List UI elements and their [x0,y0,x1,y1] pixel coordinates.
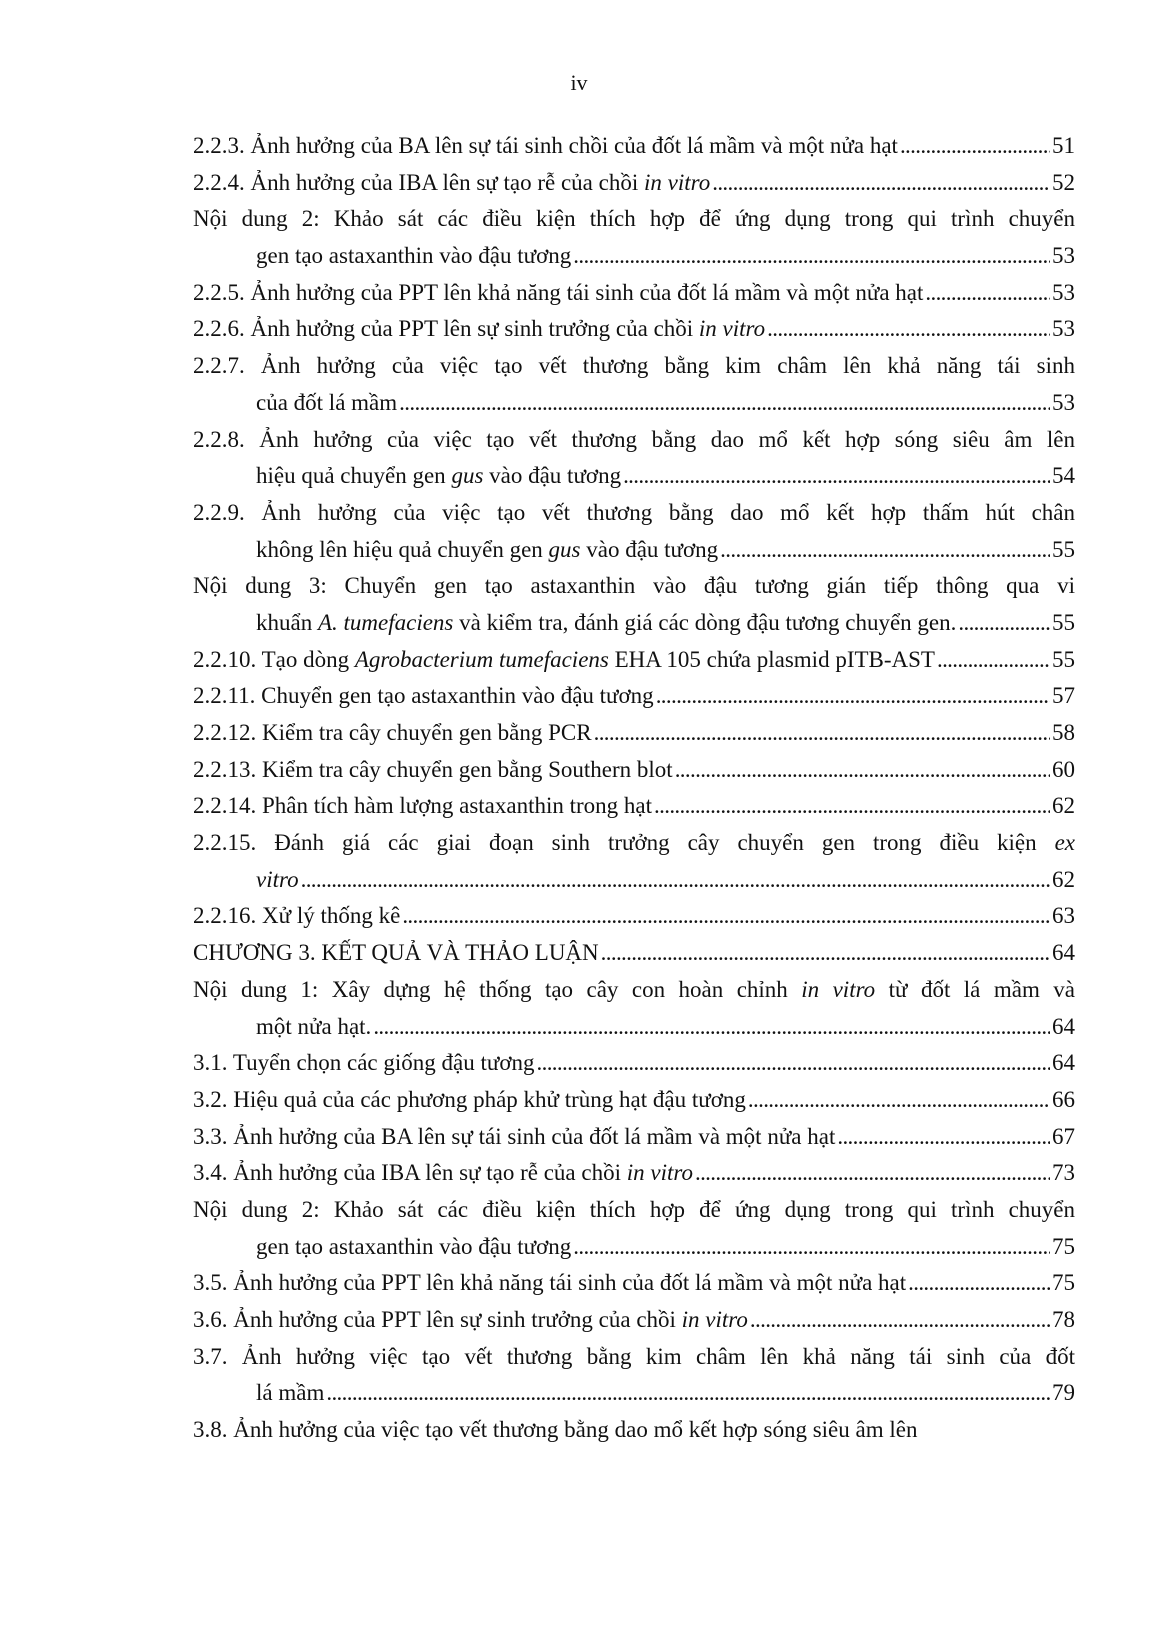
title-text: vào đậu tương [483,463,622,489]
toc-entry[interactable] [193,1302,1075,1339]
dot-leader [748,1082,1050,1119]
toc-page-number[interactable]: 63 [1052,903,1075,929]
toc-line-with-page [193,275,1075,312]
toc-entry-title [193,825,1075,862]
toc-page-number[interactable]: 55 [1052,646,1075,672]
toc-line-with-page [193,165,1075,202]
title-text: CHƯƠNG 3. KẾT QUẢ VÀ THẢO LUẬN [193,940,599,966]
title-text: 2.2.7. Ảnh hưởng của việc tạo vết thương bằng kim châm lên khả năng tái sinh [193,353,1075,379]
toc-entry-title [256,458,621,495]
italic-term: Agrobacterium tumefaciens [354,646,609,672]
title-text: 2.2.16. Xử lý thống kê [193,903,401,929]
title-text: 2.2.3. Ảnh hưởng của BA lên sự tái sinh chồi của đốt lá mầm và một nửa hạt [193,133,898,158]
dot-leader [837,1119,1050,1156]
title-text: 3.4. Ảnh hưởng của IBA lên sự tạo rễ của chồi [193,1160,627,1186]
toc-line [193,568,1075,605]
toc-page-number[interactable]: 79 [1052,1380,1075,1406]
toc-line [193,1339,1075,1376]
dot-leader [750,1302,1050,1339]
toc-line-with-page [193,1229,1075,1266]
title-text: 3.3. Ảnh hưởng của BA lên sự tái sinh của đốt lá mầm và một nửa hạt [193,1123,836,1149]
toc-entry-title [193,128,898,165]
title-text: 3.6. Ảnh hưởng của PPT lên sự sinh trưởng của chồi [193,1307,682,1332]
toc-entry-title [193,788,652,825]
toc-entry-title [193,275,923,312]
toc-line-with-page [193,605,1075,642]
toc-entry-title [193,1412,917,1449]
toc-entry[interactable] [193,1339,1075,1412]
toc-entry[interactable] [193,1155,1075,1192]
toc-entry-title [193,422,1075,459]
title-text: 2.2.4. Ảnh hưởng của IBA lên sự tạo rễ của chồi [193,169,644,195]
toc-page-number[interactable]: 75 [1052,1270,1075,1296]
toc-line-with-page [193,1375,1075,1412]
dot-leader [908,1265,1050,1302]
title-text: không lên hiệu quả chuyển gen [256,536,549,562]
dot-leader [601,935,1050,972]
toc-page-number[interactable]: 60 [1052,756,1075,782]
toc-entry[interactable] [193,898,1075,935]
title-text: 2.2.15. Đánh giá các giai đoạn sinh trưởng cây chuyển gen trong điều kiện [193,830,1055,856]
toc-entry-title [193,1339,1075,1376]
toc-line [193,1192,1075,1229]
title-text: gen tạo astaxanthin vào đậu tương [256,1233,572,1259]
title-text: 3.5. Ảnh hưởng của PPT lên khả năng tái sinh của đốt lá mầm và một nửa hạt [193,1270,907,1296]
italic-term: in vitro [626,1160,693,1186]
toc-line-with-page [193,1009,1075,1046]
toc-line-with-page [193,1155,1075,1192]
title-text: Nội dung 2: Khảo sát các điều kiện thích hợp để ứng dụng trong qui trình chuyển [193,1196,1075,1222]
toc-entry[interactable] [193,752,1075,789]
italic-term: in vitro [681,1307,748,1332]
toc-line [193,972,1075,1009]
toc-entry-title [193,1155,693,1192]
toc-page-number[interactable]: 53 [1052,279,1075,305]
toc-entry-title [193,715,592,752]
title-text: 2.2.5. Ảnh hưởng của PPT lên khả năng tái sinh của đốt lá mầm và một nửa hạt [193,279,924,305]
toc-entry-title [256,1375,324,1412]
title-text: 2.2.13. Kiểm tra cây chuyển gen bằng Southern blot [193,756,673,782]
toc-entry-title [193,568,1075,605]
dot-leader [594,715,1050,752]
italic-term: gus [451,463,484,489]
dot-leader [573,238,1050,275]
title-text: 2.2.12. Kiểm tra cây chuyển gen bằng PCR [193,720,592,745]
toc-entry-title [256,238,571,275]
dot-leader [695,1155,1050,1192]
italic-term: gus [548,536,581,562]
toc-page-number[interactable]: 53 [1052,316,1075,342]
toc-entry[interactable] [193,348,1075,421]
toc-page-number[interactable]: 51 [1052,133,1075,158]
toc-entry[interactable] [193,311,1075,348]
toc-page-number[interactable]: 55 [1052,536,1075,562]
toc-entry[interactable] [193,1265,1075,1302]
toc-page-number[interactable]: 52 [1052,169,1075,195]
toc-entry-title [193,495,1075,532]
toc-line-with-page [193,862,1075,899]
toc-line-with-page [193,1119,1075,1156]
page-number: iv [570,70,588,95]
toc-page-number[interactable]: 66 [1052,1086,1075,1112]
toc-page-number[interactable]: 62 [1052,793,1075,819]
dot-leader [958,605,1050,642]
title-text: 2.2.14. Phân tích hàm lượng astaxanthin trong hạt [193,793,653,819]
title-text: và kiểm tra, đánh giá các dòng đậu tương chuyển gen. [453,609,957,635]
dot-leader [402,898,1050,935]
title-text: 3.2. Hiệu quả của các phương pháp khử trùng hạt đậu tương [193,1086,746,1112]
toc-entry[interactable] [193,642,1075,679]
italic-term: ex [1054,830,1075,856]
dot-leader [675,752,1050,789]
toc-entry[interactable] [193,422,1075,495]
toc-entry[interactable] [193,972,1075,1045]
toc-line-with-page [193,238,1075,275]
toc-line-with-page [193,898,1075,935]
title-text: Nội dung 2: Khảo sát các điều kiện thích hợp để ứng dụng trong qui trình chuyển [193,206,1075,232]
toc-page-number[interactable]: 55 [1052,609,1075,635]
italic-term: in vitro [644,169,711,195]
title-text: 2.2.9. Ảnh hưởng của việc tạo vết thương bằng dao mổ kết hợp thấm hút chân [193,499,1075,525]
toc-line-with-page [193,1082,1075,1119]
toc-line-with-page [193,752,1075,789]
title-text: lá mầm [256,1380,325,1406]
toc-line-with-page [193,715,1075,752]
dot-leader [937,642,1050,679]
toc-line-with-page [193,385,1075,422]
toc-entry[interactable] [193,678,1075,715]
italic-term: in vitro [698,316,766,342]
toc-entry-title [193,348,1075,385]
toc-page-number[interactable]: 54 [1052,463,1075,489]
toc-entry-title [256,862,299,899]
title-text: hiệu quả chuyển gen [256,463,452,489]
toc-entry-title [193,1045,535,1082]
toc-entry[interactable] [193,1192,1075,1265]
title-text: EHA 105 chứa plasmid pITB-AST [608,646,935,672]
toc-line [193,825,1075,862]
title-text: 2.2.10. Tạo dòng [193,646,355,672]
dot-leader [573,1229,1050,1266]
toc-page-number[interactable]: 58 [1052,720,1075,745]
dot-leader [654,788,1050,825]
toc-entry-title [193,1302,748,1339]
title-text: 3.7. Ảnh hưởng việc tạo vết thương bằng kim châm lên khả năng tái sinh của đốt [193,1343,1075,1369]
toc-entry-title [193,1265,906,1302]
toc-entry[interactable] [193,715,1075,752]
title-text: 2.2.8. Ảnh hưởng của việc tạo vết thương bằng dao mổ kết hợp sóng siêu âm lên [193,426,1075,452]
toc-entry-title [193,678,654,715]
toc-entry[interactable] [193,568,1075,641]
title-text: gen tạo astaxanthin vào đậu tương [256,243,572,269]
toc-entry[interactable] [193,128,1075,165]
toc-entry-title [193,1192,1075,1229]
toc-entry-title [193,752,673,789]
toc-line-with-page [193,128,1075,165]
toc-line-with-page [193,1265,1075,1302]
toc-page-number[interactable]: 64 [1052,1013,1075,1039]
toc-line-with-page [193,1302,1075,1339]
toc-entry[interactable] [193,788,1075,825]
toc-line-with-page [193,1045,1075,1082]
toc-entry-title [256,1009,371,1046]
toc-entry-title [193,1082,746,1119]
toc-line-with-page [193,532,1075,569]
toc-entry-title [193,201,1075,238]
toc-entry-title [193,311,765,348]
dot-leader [720,532,1050,569]
toc-entry[interactable] [193,165,1075,202]
title-text: của đốt lá mầm [256,389,398,415]
title-text: 3.1. Tuyển chọn các giống đậu tương [193,1050,535,1076]
toc-page-number[interactable]: 64 [1052,1050,1075,1076]
table-of-contents [193,128,1075,1449]
title-text: từ đốt lá mầm và [875,976,1075,1002]
toc-entry[interactable] [193,1045,1075,1082]
toc-page-number[interactable]: 75 [1052,1233,1075,1259]
toc-line-with-page [193,642,1075,679]
toc-entry-title [256,1229,571,1266]
toc-entry-title [193,972,1075,1009]
title-text: 2.2.11. Chuyển gen tạo astaxanthin vào đậu tương [193,683,654,709]
toc-line-with-page [193,788,1075,825]
dot-leader [712,165,1050,202]
toc-page-number[interactable]: 57 [1052,683,1075,709]
italic-term: vitro [256,866,299,892]
toc-page-number[interactable]: 67 [1052,1123,1075,1149]
toc-line-with-page [193,678,1075,715]
toc-entry-title [193,935,599,972]
toc-entry[interactable] [193,1412,1075,1449]
toc-entry[interactable] [193,1082,1075,1119]
toc-entry-title [193,165,710,202]
dot-leader [900,128,1050,165]
italic-term: A. tumefaciens [317,609,454,635]
toc-line [193,1412,1075,1449]
dot-leader [623,458,1050,495]
dot-leader [326,1375,1050,1412]
title-text: vào đậu tương [580,536,719,562]
toc-line-with-page [193,311,1075,348]
title-text: 3.8. Ảnh hưởng của việc tạo vết thương bằng dao mổ kết hợp sóng siêu âm lên [193,1417,918,1443]
toc-entry[interactable] [193,1119,1075,1156]
dot-leader [537,1045,1051,1082]
toc-entry[interactable] [193,495,1075,568]
toc-entry[interactable] [193,275,1075,312]
toc-page-number[interactable]: 62 [1052,866,1075,892]
toc-line [193,201,1075,238]
toc-line [193,495,1075,532]
italic-term: in vitro [801,976,876,1002]
toc-entry-title [256,605,956,642]
toc-entry-title [256,385,397,422]
toc-page-number[interactable]: 64 [1052,940,1075,966]
dot-leader [373,1009,1050,1046]
toc-entry[interactable] [193,201,1075,274]
title-text: 2.2.6. Ảnh hưởng của PPT lên sự sinh trưởng của chồi [193,316,699,342]
toc-line-with-page [193,935,1075,972]
dot-leader [399,385,1050,422]
title-text: Nội dung 3: Chuyển gen tạo astaxanthin vào đậu tương gián tiếp thông qua vi [193,573,1075,599]
toc-entry-title [193,898,400,935]
dot-leader [767,311,1050,348]
toc-line [193,348,1075,385]
toc-page-number[interactable]: 73 [1052,1160,1075,1186]
toc-page-number[interactable]: 53 [1052,243,1075,269]
toc-entry-title [193,1119,835,1156]
dot-leader [925,275,1050,312]
toc-entry[interactable] [193,825,1075,898]
toc-line-with-page [193,458,1075,495]
toc-entry-title [193,642,935,679]
dot-leader [656,678,1050,715]
dot-leader [301,862,1050,899]
toc-page-number[interactable]: 53 [1052,389,1075,415]
toc-line [193,422,1075,459]
toc-entry-title [256,532,718,569]
toc-page-number[interactable]: 78 [1052,1307,1075,1332]
toc-entry[interactable] [193,935,1075,972]
title-text: Nội dung 1: Xây dựng hệ thống tạo cây con hoàn chỉnh [193,976,802,1002]
title-text: khuẩn [256,609,318,635]
title-text: một nửa hạt. [256,1013,372,1039]
